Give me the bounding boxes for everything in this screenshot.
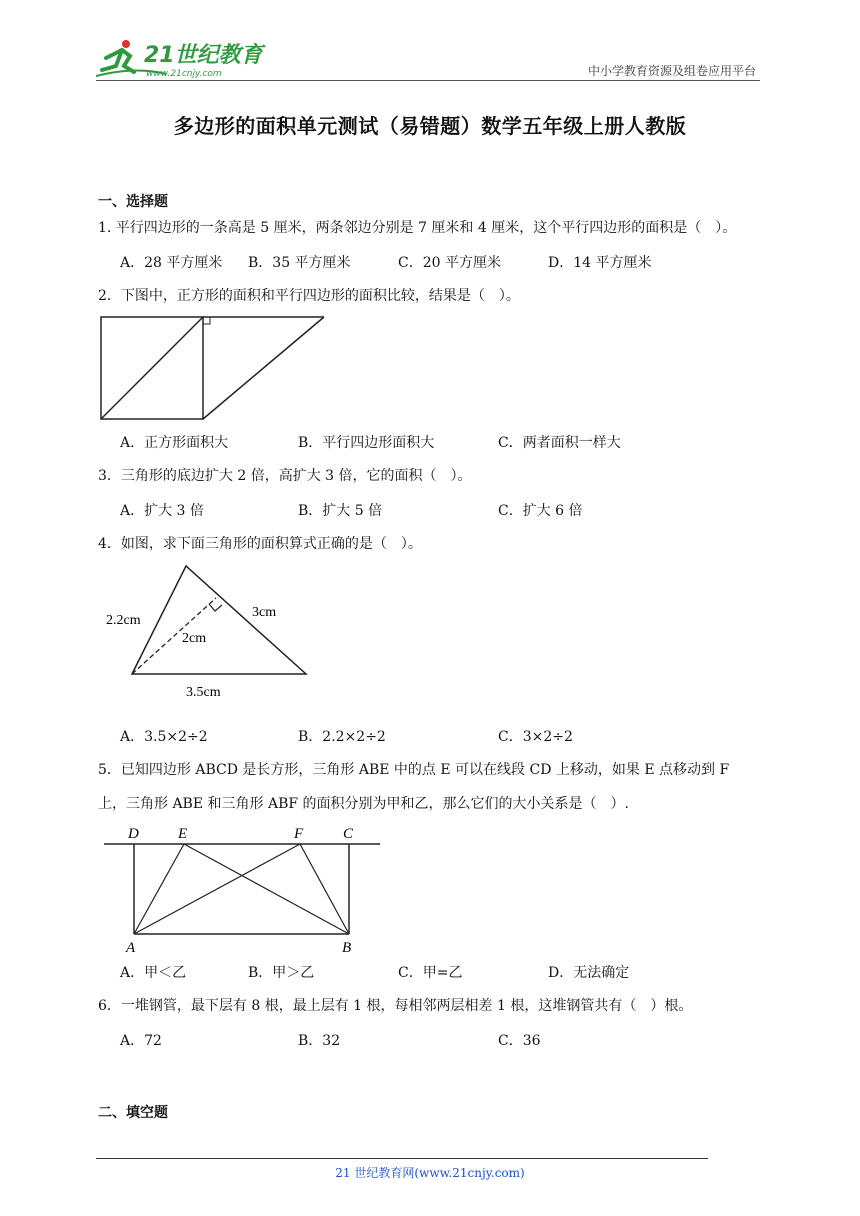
q1-option-c[interactable]: C．20 平方厘米 <box>398 255 501 271</box>
q1-option-b[interactable]: B．35 平方厘米 <box>248 255 351 271</box>
q4-option-a[interactable]: A．3.5×2÷2 <box>120 729 208 745</box>
q1-option-a[interactable]: A．28 平方厘米 <box>120 255 223 271</box>
q5-option-a[interactable]: A．甲＜乙 <box>120 965 187 981</box>
q6-option-b[interactable]: B．32 <box>298 1033 341 1049</box>
triangle-figure <box>100 560 320 706</box>
q5-option-c[interactable]: C．甲=乙 <box>398 965 463 981</box>
site-logo <box>96 36 266 80</box>
label-side-3cm: 3cm <box>252 605 277 620</box>
question-1-stem: 1. 平行四边形的一条高是 5 厘米，两条邻边分别是 7 厘米和 4 厘米，这个平行四边形的面积是（ ）。 <box>98 220 737 236</box>
q3-option-a[interactable]: A．扩大 3 倍 <box>120 503 204 519</box>
footer-link[interactable]: 21 世纪教育网(www.21cnjy.com) <box>335 1166 525 1180</box>
q6-option-a[interactable]: A．72 <box>120 1033 162 1049</box>
square-parallelogram-figure <box>96 312 336 424</box>
label-height-2cm: 2cm <box>182 631 207 646</box>
question-6-stem: 6．一堆钢管，最下层有 8 根，最上层有 1 根，每相邻两层相差 1 根，这堆钢管共有（ ）根。 <box>98 998 693 1014</box>
q3-option-c[interactable]: C．扩大 6 倍 <box>498 503 583 519</box>
q4-option-b[interactable]: B．2.2×2÷2 <box>298 729 386 745</box>
point-b-label: B <box>342 940 352 956</box>
q5-option-b[interactable]: B．甲＞乙 <box>248 965 315 981</box>
question-2-stem: 2．下图中，正方形的面积和平行四边形的面积比较，结果是（ ）。 <box>98 288 520 304</box>
logo-url: www.21cnjy.com <box>146 69 222 79</box>
point-e-label: E <box>178 826 188 842</box>
q4-option-c[interactable]: C．3×2÷2 <box>498 729 573 745</box>
point-f-label: F <box>294 826 304 842</box>
question-5-stem-line1: 5．已知四边形 ABCD 是长方形，三角形 ABE 中的点 E 可以在线段 CD 上移动，如果 E 点移动到 F <box>98 762 730 778</box>
page-title: 多边形的面积单元测试（易错题）数学五年级上册人教版 <box>173 114 687 138</box>
rectangle-abcd-figure <box>100 820 385 956</box>
q5-option-d[interactable]: D．无法确定 <box>548 965 630 981</box>
q2-option-b[interactable]: B．平行四边形面积大 <box>298 435 435 451</box>
question-4-stem: 4．如图，求下面三角形的面积算式正确的是（ ）。 <box>98 536 422 552</box>
label-side-2-2cm: 2.2cm <box>106 613 141 628</box>
question-5-stem-line2: 上，三角形 ABE 和三角形 ABF 的面积分别为甲和乙，那么它们的大小关系是（ ）. <box>98 796 629 812</box>
q2-option-a[interactable]: A．正方形面积大 <box>120 435 229 451</box>
point-c-label: C <box>343 826 354 842</box>
section-heading-choice: 一、选择题 <box>98 194 168 210</box>
platform-name: 中小学教育资源及组卷应用平台 <box>587 64 756 78</box>
q6-option-c[interactable]: C．36 <box>498 1033 541 1049</box>
label-base-3-5cm: 3.5cm <box>186 685 221 700</box>
q3-option-b[interactable]: B．扩大 5 倍 <box>298 503 383 519</box>
q1-option-d[interactable]: D．14 平方厘米 <box>548 255 652 271</box>
header-divider <box>96 80 760 81</box>
section-heading-fill: 二、填空题 <box>98 1105 168 1121</box>
logo-text: 21世纪教育 <box>144 43 263 68</box>
question-3-stem: 3．三角形的底边扩大 2 倍，高扩大 3 倍，它的面积（ ）。 <box>98 468 472 484</box>
footer-divider <box>96 1158 708 1159</box>
q2-option-c[interactable]: C．两者面积一样大 <box>498 435 621 451</box>
point-a-label: A <box>126 940 136 956</box>
point-d-label: D <box>128 826 139 842</box>
